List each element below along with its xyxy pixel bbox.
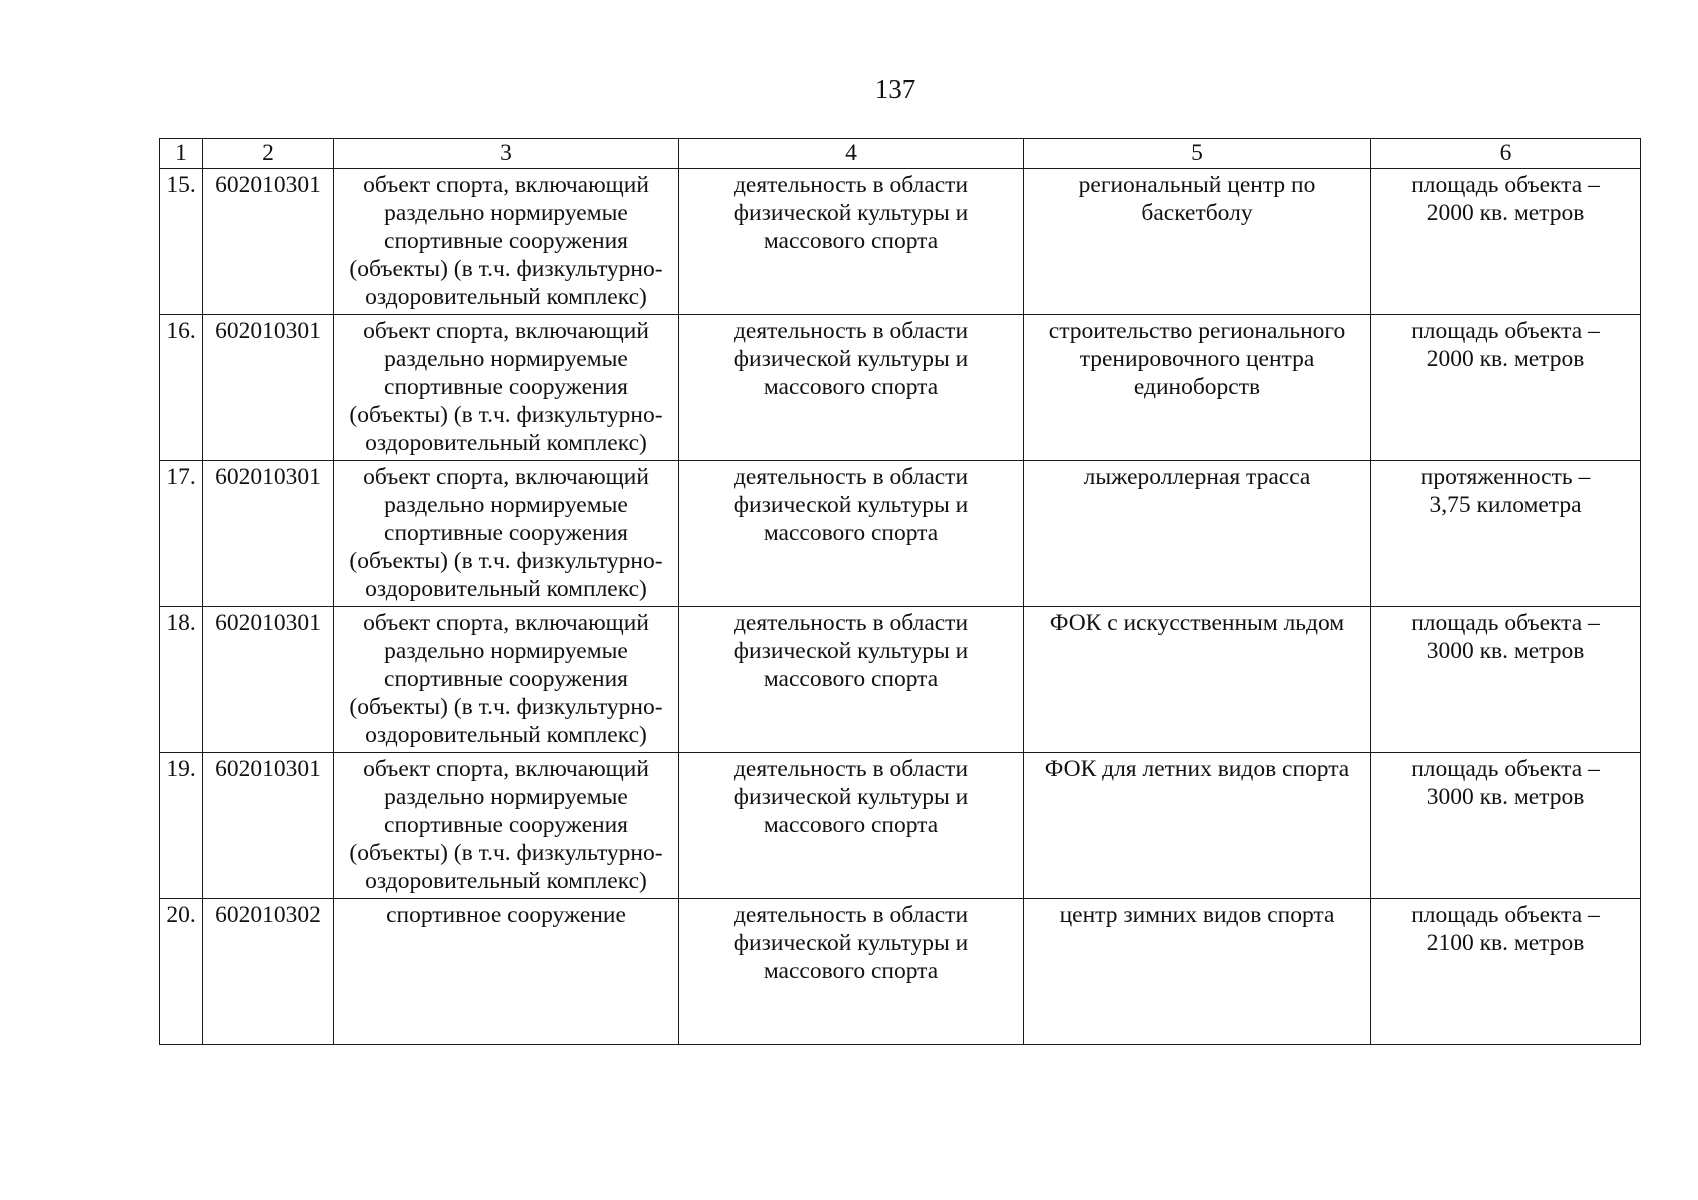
activity: деятельность в области физической культуры и массового спорта bbox=[733, 172, 969, 254]
row-number-cell bbox=[160, 461, 203, 607]
page-number: 137 bbox=[874, 74, 916, 104]
object-code: 602010301 bbox=[215, 172, 321, 198]
object-name: строительство регионального тренировочного центра единоборств bbox=[1048, 318, 1346, 400]
code-cell bbox=[203, 315, 334, 461]
object-type: объект спорта, включающий раздельно нормируемые спортивные сооружения (объекты) (в т.ч. физкультурно- оздоровительный комплекс) bbox=[349, 464, 663, 602]
code-cell bbox=[203, 169, 334, 315]
characteristic: площадь объекта – 2000 кв. метров bbox=[1411, 318, 1600, 372]
column-header-2: 2 bbox=[203, 139, 334, 169]
code-cell bbox=[203, 461, 334, 607]
characteristic: площадь объекта – 2100 кв. метров bbox=[1411, 902, 1600, 956]
object-name-cell bbox=[1024, 315, 1371, 461]
code-cell bbox=[203, 607, 334, 753]
object-type-cell bbox=[334, 899, 679, 1045]
characteristic: площадь объекта – 2000 кв. метров bbox=[1411, 172, 1600, 226]
row-number: 18. bbox=[166, 610, 196, 636]
object-code: 602010301 bbox=[215, 610, 321, 636]
object-name-cell bbox=[1024, 899, 1371, 1045]
activity-cell bbox=[679, 461, 1024, 607]
column-header-1: 1 bbox=[160, 139, 203, 169]
characteristic: протяженность – 3,75 километра bbox=[1420, 464, 1591, 518]
activity: деятельность в области физической культуры и массового спорта bbox=[733, 902, 969, 984]
row-number: 17. bbox=[166, 464, 196, 490]
object-name: ФОК для летних видов спорта bbox=[1044, 756, 1350, 782]
row-number-cell bbox=[160, 315, 203, 461]
activity: деятельность в области физической культуры и массового спорта bbox=[733, 464, 969, 546]
table-row bbox=[160, 315, 1641, 461]
object-name-cell bbox=[1024, 753, 1371, 899]
characteristic: площадь объекта – 3000 кв. метров bbox=[1411, 610, 1600, 664]
object-name-cell bbox=[1024, 461, 1371, 607]
column-header-5: 5 bbox=[1024, 139, 1371, 169]
table-row bbox=[160, 753, 1641, 899]
row-number: 20. bbox=[166, 902, 196, 928]
row-number: 15. bbox=[166, 172, 196, 198]
object-name: лыжероллерная трасса bbox=[1083, 464, 1311, 490]
table-row bbox=[160, 169, 1641, 315]
characteristic-cell bbox=[1371, 169, 1641, 315]
activity-cell bbox=[679, 169, 1024, 315]
characteristic-cell bbox=[1371, 899, 1641, 1045]
characteristic-cell bbox=[1371, 607, 1641, 753]
activity: деятельность в области физической культуры и массового спорта bbox=[733, 610, 969, 692]
column-header-3: 3 bbox=[334, 139, 679, 169]
object-type-cell bbox=[334, 753, 679, 899]
row-number-cell bbox=[160, 607, 203, 753]
table-header-row bbox=[160, 139, 1641, 169]
object-type: объект спорта, включающий раздельно нормируемые спортивные сооружения (объекты) (в т.ч. физкультурно- оздоровительный комплекс) bbox=[349, 756, 663, 894]
object-code: 602010302 bbox=[215, 902, 321, 928]
object-type: объект спорта, включающий раздельно нормируемые спортивные сооружения (объекты) (в т.ч. физкультурно- оздоровительный комплекс) bbox=[349, 610, 663, 748]
facilities-table bbox=[159, 138, 1641, 1045]
activity: деятельность в области физической культуры и массового спорта bbox=[733, 756, 969, 838]
table-row bbox=[160, 607, 1641, 753]
object-type: объект спорта, включающий раздельно нормируемые спортивные сооружения (объекты) (в т.ч. физкультурно- оздоровительный комплекс) bbox=[349, 172, 663, 310]
object-type: объект спорта, включающий раздельно нормируемые спортивные сооружения (объекты) (в т.ч. физкультурно- оздоровительный комплекс) bbox=[349, 318, 663, 456]
object-code: 602010301 bbox=[215, 464, 321, 490]
code-cell bbox=[203, 753, 334, 899]
object-name: региональный центр по баскетболу bbox=[1078, 172, 1316, 226]
code-cell bbox=[203, 899, 334, 1045]
object-type-cell bbox=[334, 315, 679, 461]
object-name: ФОК с искусственным льдом bbox=[1049, 610, 1345, 636]
characteristic-cell bbox=[1371, 753, 1641, 899]
object-name: центр зимних видов спорта bbox=[1059, 902, 1335, 928]
activity-cell bbox=[679, 607, 1024, 753]
activity: деятельность в области физической культуры и массового спорта bbox=[733, 318, 969, 400]
characteristic-cell bbox=[1371, 461, 1641, 607]
characteristic: площадь объекта – 3000 кв. метров bbox=[1411, 756, 1600, 810]
activity-cell bbox=[679, 315, 1024, 461]
object-name-cell bbox=[1024, 607, 1371, 753]
object-code: 602010301 bbox=[215, 318, 321, 344]
object-type-cell bbox=[334, 169, 679, 315]
row-number: 16. bbox=[166, 318, 196, 344]
object-name-cell bbox=[1024, 169, 1371, 315]
object-type-cell bbox=[334, 607, 679, 753]
column-header-4: 4 bbox=[679, 139, 1024, 169]
row-number-cell bbox=[160, 753, 203, 899]
characteristic-cell bbox=[1371, 315, 1641, 461]
row-number-cell bbox=[160, 899, 203, 1045]
row-number-cell bbox=[160, 169, 203, 315]
column-header-6: 6 bbox=[1371, 139, 1641, 169]
table-row bbox=[160, 899, 1641, 1045]
table-row bbox=[160, 461, 1641, 607]
object-code: 602010301 bbox=[215, 756, 321, 782]
activity-cell bbox=[679, 753, 1024, 899]
activity-cell bbox=[679, 899, 1024, 1045]
object-type: спортивное сооружение bbox=[386, 902, 626, 928]
object-type-cell bbox=[334, 461, 679, 607]
row-number: 19. bbox=[166, 756, 196, 782]
